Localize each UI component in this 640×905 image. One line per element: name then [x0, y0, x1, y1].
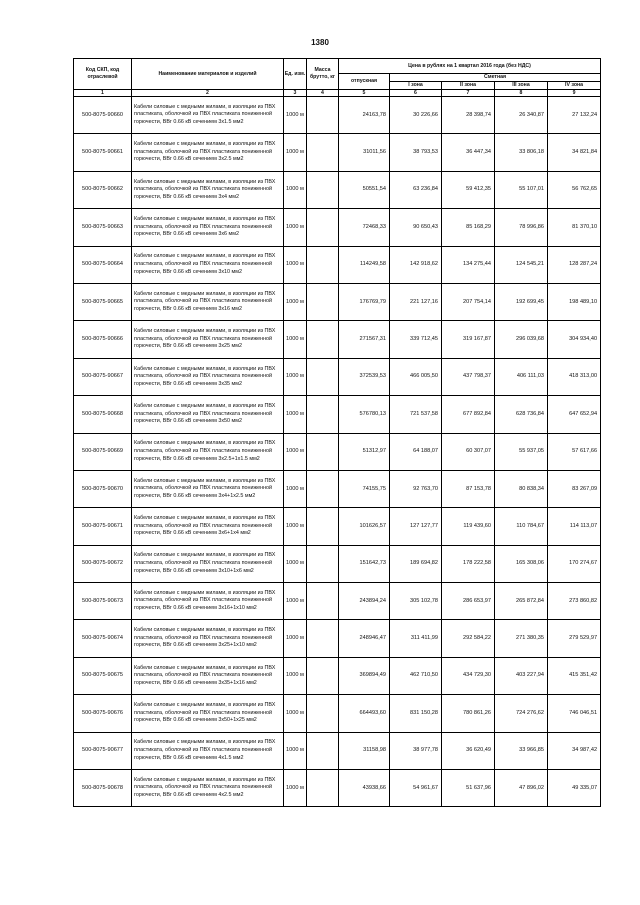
- column-number: 4: [307, 90, 339, 97]
- row-name: Кабели силовые с медными жилами, в изоляции из ПВХ пластиката, оболочкой из ПВХ пластиката пониженной горючести, ВВг 0.66 кВ сечением 3х2.5+1х1.5 мм2: [132, 433, 284, 470]
- table-row: [74, 470, 601, 507]
- row-name: Кабели силовые с медными жилами, в изоляции из ПВХ пластиката, оболочкой из ПВХ пластиката пониженной горючести, ВВг 0.66 кВ сечением 3х35 мм2: [132, 358, 284, 395]
- row-zone3-price: 271 380,35: [495, 620, 548, 657]
- table-row: [74, 732, 601, 769]
- row-release-price: 243894,24: [339, 583, 390, 620]
- row-unit: 1000 м: [284, 97, 307, 134]
- row-name: Кабели силовые с медными жилами, в изоляции из ПВХ пластиката, оболочкой из ПВХ пластиката пониженной горючести, ВВг 0.66 кВ сечением 3х25 мм2: [132, 321, 284, 358]
- row-zone2-price: 59 412,35: [442, 171, 495, 208]
- row-code: 500-8075-90660: [74, 97, 132, 134]
- table-row: [74, 545, 601, 582]
- table-row: [74, 209, 601, 246]
- row-zone4-price: 114 113,07: [548, 508, 601, 545]
- row-zone1-price: 64 188,07: [390, 433, 442, 470]
- row-zone3-price: 406 111,03: [495, 358, 548, 395]
- row-zone3-price: 724 276,62: [495, 695, 548, 732]
- row-zone2-price: 292 584,22: [442, 620, 495, 657]
- row-unit: 1000 м: [284, 470, 307, 507]
- row-release-price: 369894,49: [339, 657, 390, 694]
- row-zone4-price: 81 370,10: [548, 209, 601, 246]
- column-number: 6: [390, 90, 442, 97]
- row-zone1-price: 38 977,78: [390, 732, 442, 769]
- row-unit: 1000 м: [284, 508, 307, 545]
- table-row: [74, 97, 601, 134]
- table-row: [74, 583, 601, 620]
- row-unit: 1000 м: [284, 134, 307, 171]
- row-zone1-price: 831 150,28: [390, 695, 442, 732]
- row-code: 500-8075-90677: [74, 732, 132, 769]
- row-name: Кабели силовые с медными жилами, в изоляции из ПВХ пластиката, оболочкой из ПВХ пластиката пониженной горючести, ВВг 0.66 кВ сечением 4х1.5 мм2: [132, 732, 284, 769]
- row-name: Кабели силовые с медными жилами, в изоляции из ПВХ пластиката, оболочкой из ПВХ пластиката пониженной горючести, ВВг 0.66 кВ сечением 3х6+1х4 мм2: [132, 508, 284, 545]
- row-zone1-price: 462 710,50: [390, 657, 442, 694]
- row-zone1-price: 38 793,53: [390, 134, 442, 171]
- row-release-price: 576780,13: [339, 396, 390, 433]
- row-name: Кабели силовые с медными жилами, в изоляции из ПВХ пластиката, оболочкой из ПВХ пластиката пониженной горючести, ВВг 0.66 кВ сечением 3х6 мм2: [132, 209, 284, 246]
- row-zone3-price: 55 107,01: [495, 171, 548, 208]
- row-unit: 1000 м: [284, 620, 307, 657]
- row-release-price: 43938,66: [339, 770, 390, 807]
- row-code: 500-8075-90661: [74, 134, 132, 171]
- table-row: [74, 358, 601, 395]
- header-release: отпускная: [339, 74, 390, 90]
- row-release-price: 151642,73: [339, 545, 390, 582]
- row-name: Кабели силовые с медными жилами, в изоляции из ПВХ пластиката, оболочкой из ПВХ пластиката пониженной горючести, ВВг 0.66 кВ сечением 3х1.5 мм2: [132, 97, 284, 134]
- table-row: [74, 396, 601, 433]
- row-release-price: 24163,78: [339, 97, 390, 134]
- table-row: [74, 283, 601, 320]
- row-zone2-price: 119 439,60: [442, 508, 495, 545]
- row-name: Кабели силовые с медными жилами, в изоляции из ПВХ пластиката, оболочкой из ПВХ пластиката пониженной горючести, ВВг 0.66 кВ сечением 3х35+1х16 мм2: [132, 657, 284, 694]
- row-mass: [307, 134, 339, 171]
- row-release-price: 51312,97: [339, 433, 390, 470]
- row-zone1-price: 92 763,70: [390, 470, 442, 507]
- row-mass: [307, 657, 339, 694]
- row-zone1-price: 90 650,43: [390, 209, 442, 246]
- row-code: 500-8075-90669: [74, 433, 132, 470]
- row-code: 500-8075-90664: [74, 246, 132, 283]
- table-row: [74, 246, 601, 283]
- row-unit: 1000 м: [284, 657, 307, 694]
- row-zone4-price: 647 652,94: [548, 396, 601, 433]
- row-unit: 1000 м: [284, 770, 307, 807]
- row-zone2-price: 134 275,44: [442, 246, 495, 283]
- row-mass: [307, 396, 339, 433]
- table-row: [74, 134, 601, 171]
- row-zone3-price: 33 806,18: [495, 134, 548, 171]
- row-zone4-price: 170 274,67: [548, 545, 601, 582]
- header-unit: Ед. изм.: [284, 59, 307, 90]
- row-zone4-price: 746 046,51: [548, 695, 601, 732]
- row-zone2-price: 60 307,07: [442, 433, 495, 470]
- row-zone2-price: 207 754,14: [442, 283, 495, 320]
- row-zone4-price: 27 132,24: [548, 97, 601, 134]
- row-mass: [307, 433, 339, 470]
- row-zone1-price: 311 411,99: [390, 620, 442, 657]
- row-zone1-price: 142 918,62: [390, 246, 442, 283]
- header-mass: Масса брутто, кг: [307, 59, 339, 90]
- row-zone1-price: 63 236,84: [390, 171, 442, 208]
- row-code: 500-8075-90670: [74, 470, 132, 507]
- table-row: [74, 620, 601, 657]
- row-zone3-price: 110 784,67: [495, 508, 548, 545]
- row-zone3-price: 80 838,34: [495, 470, 548, 507]
- row-release-price: 72468,33: [339, 209, 390, 246]
- row-mass: [307, 620, 339, 657]
- row-zone1-price: 339 712,45: [390, 321, 442, 358]
- row-name: Кабели силовые с медными жилами, в изоляции из ПВХ пластиката, оболочкой из ПВХ пластиката пониженной горючести, ВВг 0.66 кВ сечением 3х2.5 мм2: [132, 134, 284, 171]
- row-zone4-price: 49 335,07: [548, 770, 601, 807]
- row-mass: [307, 246, 339, 283]
- row-zone3-price: 265 872,84: [495, 583, 548, 620]
- row-code: 500-8075-90675: [74, 657, 132, 694]
- row-code: 500-8075-90676: [74, 695, 132, 732]
- row-name: Кабели силовые с медными жилами, в изоляции из ПВХ пластиката, оболочкой из ПВХ пластиката пониженной горючести, ВВг 0.66 кВ сечением 3х10+1х6 мм2: [132, 545, 284, 582]
- row-release-price: 31011,56: [339, 134, 390, 171]
- row-zone4-price: 56 762,65: [548, 171, 601, 208]
- row-zone1-price: 721 537,58: [390, 396, 442, 433]
- column-number: 1: [74, 90, 132, 97]
- row-zone3-price: 55 937,05: [495, 433, 548, 470]
- row-unit: 1000 м: [284, 246, 307, 283]
- row-release-price: 31158,98: [339, 732, 390, 769]
- row-unit: 1000 м: [284, 695, 307, 732]
- row-code: 500-8075-90678: [74, 770, 132, 807]
- row-zone3-price: 296 039,68: [495, 321, 548, 358]
- row-zone4-price: 415 351,42: [548, 657, 601, 694]
- row-zone2-price: 319 167,87: [442, 321, 495, 358]
- row-mass: [307, 470, 339, 507]
- table-row: [74, 657, 601, 694]
- row-unit: 1000 м: [284, 545, 307, 582]
- row-unit: 1000 м: [284, 283, 307, 320]
- row-code: 500-8075-90662: [74, 171, 132, 208]
- row-zone2-price: 85 168,29: [442, 209, 495, 246]
- row-zone4-price: 128 287,24: [548, 246, 601, 283]
- row-name: Кабели силовые с медными жилами, в изоляции из ПВХ пластиката, оболочкой из ПВХ пластиката пониженной горючести, ВВг 0.66 кВ сечением 3х16 мм2: [132, 283, 284, 320]
- row-zone4-price: 34 987,42: [548, 732, 601, 769]
- column-number: 7: [442, 90, 495, 97]
- row-code: 500-8075-90668: [74, 396, 132, 433]
- row-zone4-price: 304 934,40: [548, 321, 601, 358]
- row-zone3-price: 26 340,87: [495, 97, 548, 134]
- row-release-price: 176769,79: [339, 283, 390, 320]
- row-code: 500-8075-90671: [74, 508, 132, 545]
- row-release-price: 664493,60: [339, 695, 390, 732]
- row-name: Кабели силовые с медными жилами, в изоляции из ПВХ пластиката, оболочкой из ПВХ пластиката пониженной горючести, ВВг 0.66 кВ сечением 3х16+1х10 мм2: [132, 583, 284, 620]
- row-release-price: 372539,53: [339, 358, 390, 395]
- row-code: 500-8075-90667: [74, 358, 132, 395]
- row-mass: [307, 358, 339, 395]
- row-release-price: 74155,75: [339, 470, 390, 507]
- column-number: 2: [132, 90, 284, 97]
- row-mass: [307, 171, 339, 208]
- column-number: 5: [339, 90, 390, 97]
- row-mass: [307, 732, 339, 769]
- row-zone4-price: 279 529,97: [548, 620, 601, 657]
- row-zone1-price: 466 005,50: [390, 358, 442, 395]
- row-code: 500-8075-90673: [74, 583, 132, 620]
- row-zone2-price: 286 653,97: [442, 583, 495, 620]
- row-mass: [307, 209, 339, 246]
- row-unit: 1000 м: [284, 209, 307, 246]
- row-name: Кабели силовые с медными жилами, в изоляции из ПВХ пластиката, оболочкой из ПВХ пластиката пониженной горючести, ВВг 0.66 кВ сечением 3х4 мм2: [132, 171, 284, 208]
- row-zone3-price: 403 227,94: [495, 657, 548, 694]
- row-mass: [307, 583, 339, 620]
- row-mass: [307, 283, 339, 320]
- table-row: [74, 695, 601, 732]
- row-zone4-price: 57 617,66: [548, 433, 601, 470]
- row-zone1-price: 54 961,67: [390, 770, 442, 807]
- header-estimated: Сметная: [390, 74, 601, 82]
- row-mass: [307, 545, 339, 582]
- row-zone2-price: 437 798,37: [442, 358, 495, 395]
- row-zone3-price: 192 699,45: [495, 283, 548, 320]
- row-unit: 1000 м: [284, 396, 307, 433]
- row-unit: 1000 м: [284, 358, 307, 395]
- row-zone3-price: 165 308,06: [495, 545, 548, 582]
- row-zone2-price: 51 637,96: [442, 770, 495, 807]
- row-release-price: 271567,31: [339, 321, 390, 358]
- header-code: Код СКП, код отраслевой: [74, 59, 132, 90]
- row-mass: [307, 97, 339, 134]
- row-mass: [307, 508, 339, 545]
- row-zone2-price: 780 861,26: [442, 695, 495, 732]
- row-zone2-price: 434 729,30: [442, 657, 495, 694]
- row-code: 500-8075-90666: [74, 321, 132, 358]
- header-name: Наименование материалов и изделий: [132, 59, 284, 90]
- row-name: Кабели силовые с медными жилами, в изоляции из ПВХ пластиката, оболочкой из ПВХ пластиката пониженной горючести, ВВг 0.66 кВ сечением 3х10 мм2: [132, 246, 284, 283]
- table-row: [74, 508, 601, 545]
- row-unit: 1000 м: [284, 321, 307, 358]
- row-unit: 1000 м: [284, 433, 307, 470]
- row-zone2-price: 36 620,49: [442, 732, 495, 769]
- row-zone4-price: 418 313,00: [548, 358, 601, 395]
- row-unit: 1000 м: [284, 732, 307, 769]
- row-zone4-price: 273 860,82: [548, 583, 601, 620]
- price-table: [73, 58, 601, 807]
- row-unit: 1000 м: [284, 171, 307, 208]
- row-name: Кабели силовые с медными жилами, в изоляции из ПВХ пластиката, оболочкой из ПВХ пластиката пониженной горючести, ВВг 0.66 кВ сечением 3х50 мм2: [132, 396, 284, 433]
- row-code: 500-8075-90665: [74, 283, 132, 320]
- row-zone4-price: 83 267,09: [548, 470, 601, 507]
- row-zone3-price: 33 966,85: [495, 732, 548, 769]
- column-number: 3: [284, 90, 307, 97]
- row-name: Кабели силовые с медными жилами, в изоляции из ПВХ пластиката, оболочкой из ПВХ пластиката пониженной горючести, ВВг 0.66 кВ сечением 4х2.5 мм2: [132, 770, 284, 807]
- table-row: [74, 171, 601, 208]
- row-code: 500-8075-90672: [74, 545, 132, 582]
- column-number: 9: [548, 90, 601, 97]
- row-zone1-price: 305 102,78: [390, 583, 442, 620]
- row-name: Кабели силовые с медными жилами, в изоляции из ПВХ пластиката, оболочкой из ПВХ пластиката пониженной горючести, ВВг 0.66 кВ сечением 3х25+1х10 мм2: [132, 620, 284, 657]
- row-mass: [307, 321, 339, 358]
- row-code: 500-8075-90674: [74, 620, 132, 657]
- row-zone1-price: 221 127,16: [390, 283, 442, 320]
- row-zone2-price: 28 398,74: [442, 97, 495, 134]
- row-zone2-price: 36 447,34: [442, 134, 495, 171]
- header-zone3: III зона: [495, 82, 548, 90]
- row-zone4-price: 198 489,10: [548, 283, 601, 320]
- header-zone1: I зона: [390, 82, 442, 90]
- header-zone2: II зона: [442, 82, 495, 90]
- row-zone1-price: 30 226,66: [390, 97, 442, 134]
- row-mass: [307, 695, 339, 732]
- row-release-price: 114249,58: [339, 246, 390, 283]
- table-row: [74, 321, 601, 358]
- header-zone4: IV зона: [548, 82, 601, 90]
- row-unit: 1000 м: [284, 583, 307, 620]
- row-release-price: 101626,57: [339, 508, 390, 545]
- row-zone4-price: 34 821,84: [548, 134, 601, 171]
- header-price-group: Цена в рублях на 1 квартал 2016 года (без НДС): [339, 59, 601, 74]
- table-row: [74, 770, 601, 807]
- row-name: Кабели силовые с медными жилами, в изоляции из ПВХ пластиката, оболочкой из ПВХ пластиката пониженной горючести, ВВг 0.66 кВ сечением 3х50+1х25 мм2: [132, 695, 284, 732]
- column-number-row: [74, 90, 601, 97]
- row-zone3-price: 78 996,86: [495, 209, 548, 246]
- row-zone3-price: 124 545,21: [495, 246, 548, 283]
- row-release-price: 248946,47: [339, 620, 390, 657]
- row-mass: [307, 770, 339, 807]
- row-name: Кабели силовые с медными жилами, в изоляции из ПВХ пластиката, оболочкой из ПВХ пластиката пониженной горючести, ВВг 0.66 кВ сечением 3х4+1х2.5 мм2: [132, 470, 284, 507]
- row-release-price: 50551,54: [339, 171, 390, 208]
- page-number: 1380: [311, 38, 329, 47]
- row-zone2-price: 87 153,78: [442, 470, 495, 507]
- row-code: 500-8075-90663: [74, 209, 132, 246]
- row-zone2-price: 677 892,84: [442, 396, 495, 433]
- row-zone1-price: 189 694,82: [390, 545, 442, 582]
- row-zone3-price: 47 896,02: [495, 770, 548, 807]
- row-zone2-price: 178 222,58: [442, 545, 495, 582]
- row-zone1-price: 127 127,77: [390, 508, 442, 545]
- row-zone3-price: 628 736,84: [495, 396, 548, 433]
- column-number: 8: [495, 90, 548, 97]
- table-row: [74, 433, 601, 470]
